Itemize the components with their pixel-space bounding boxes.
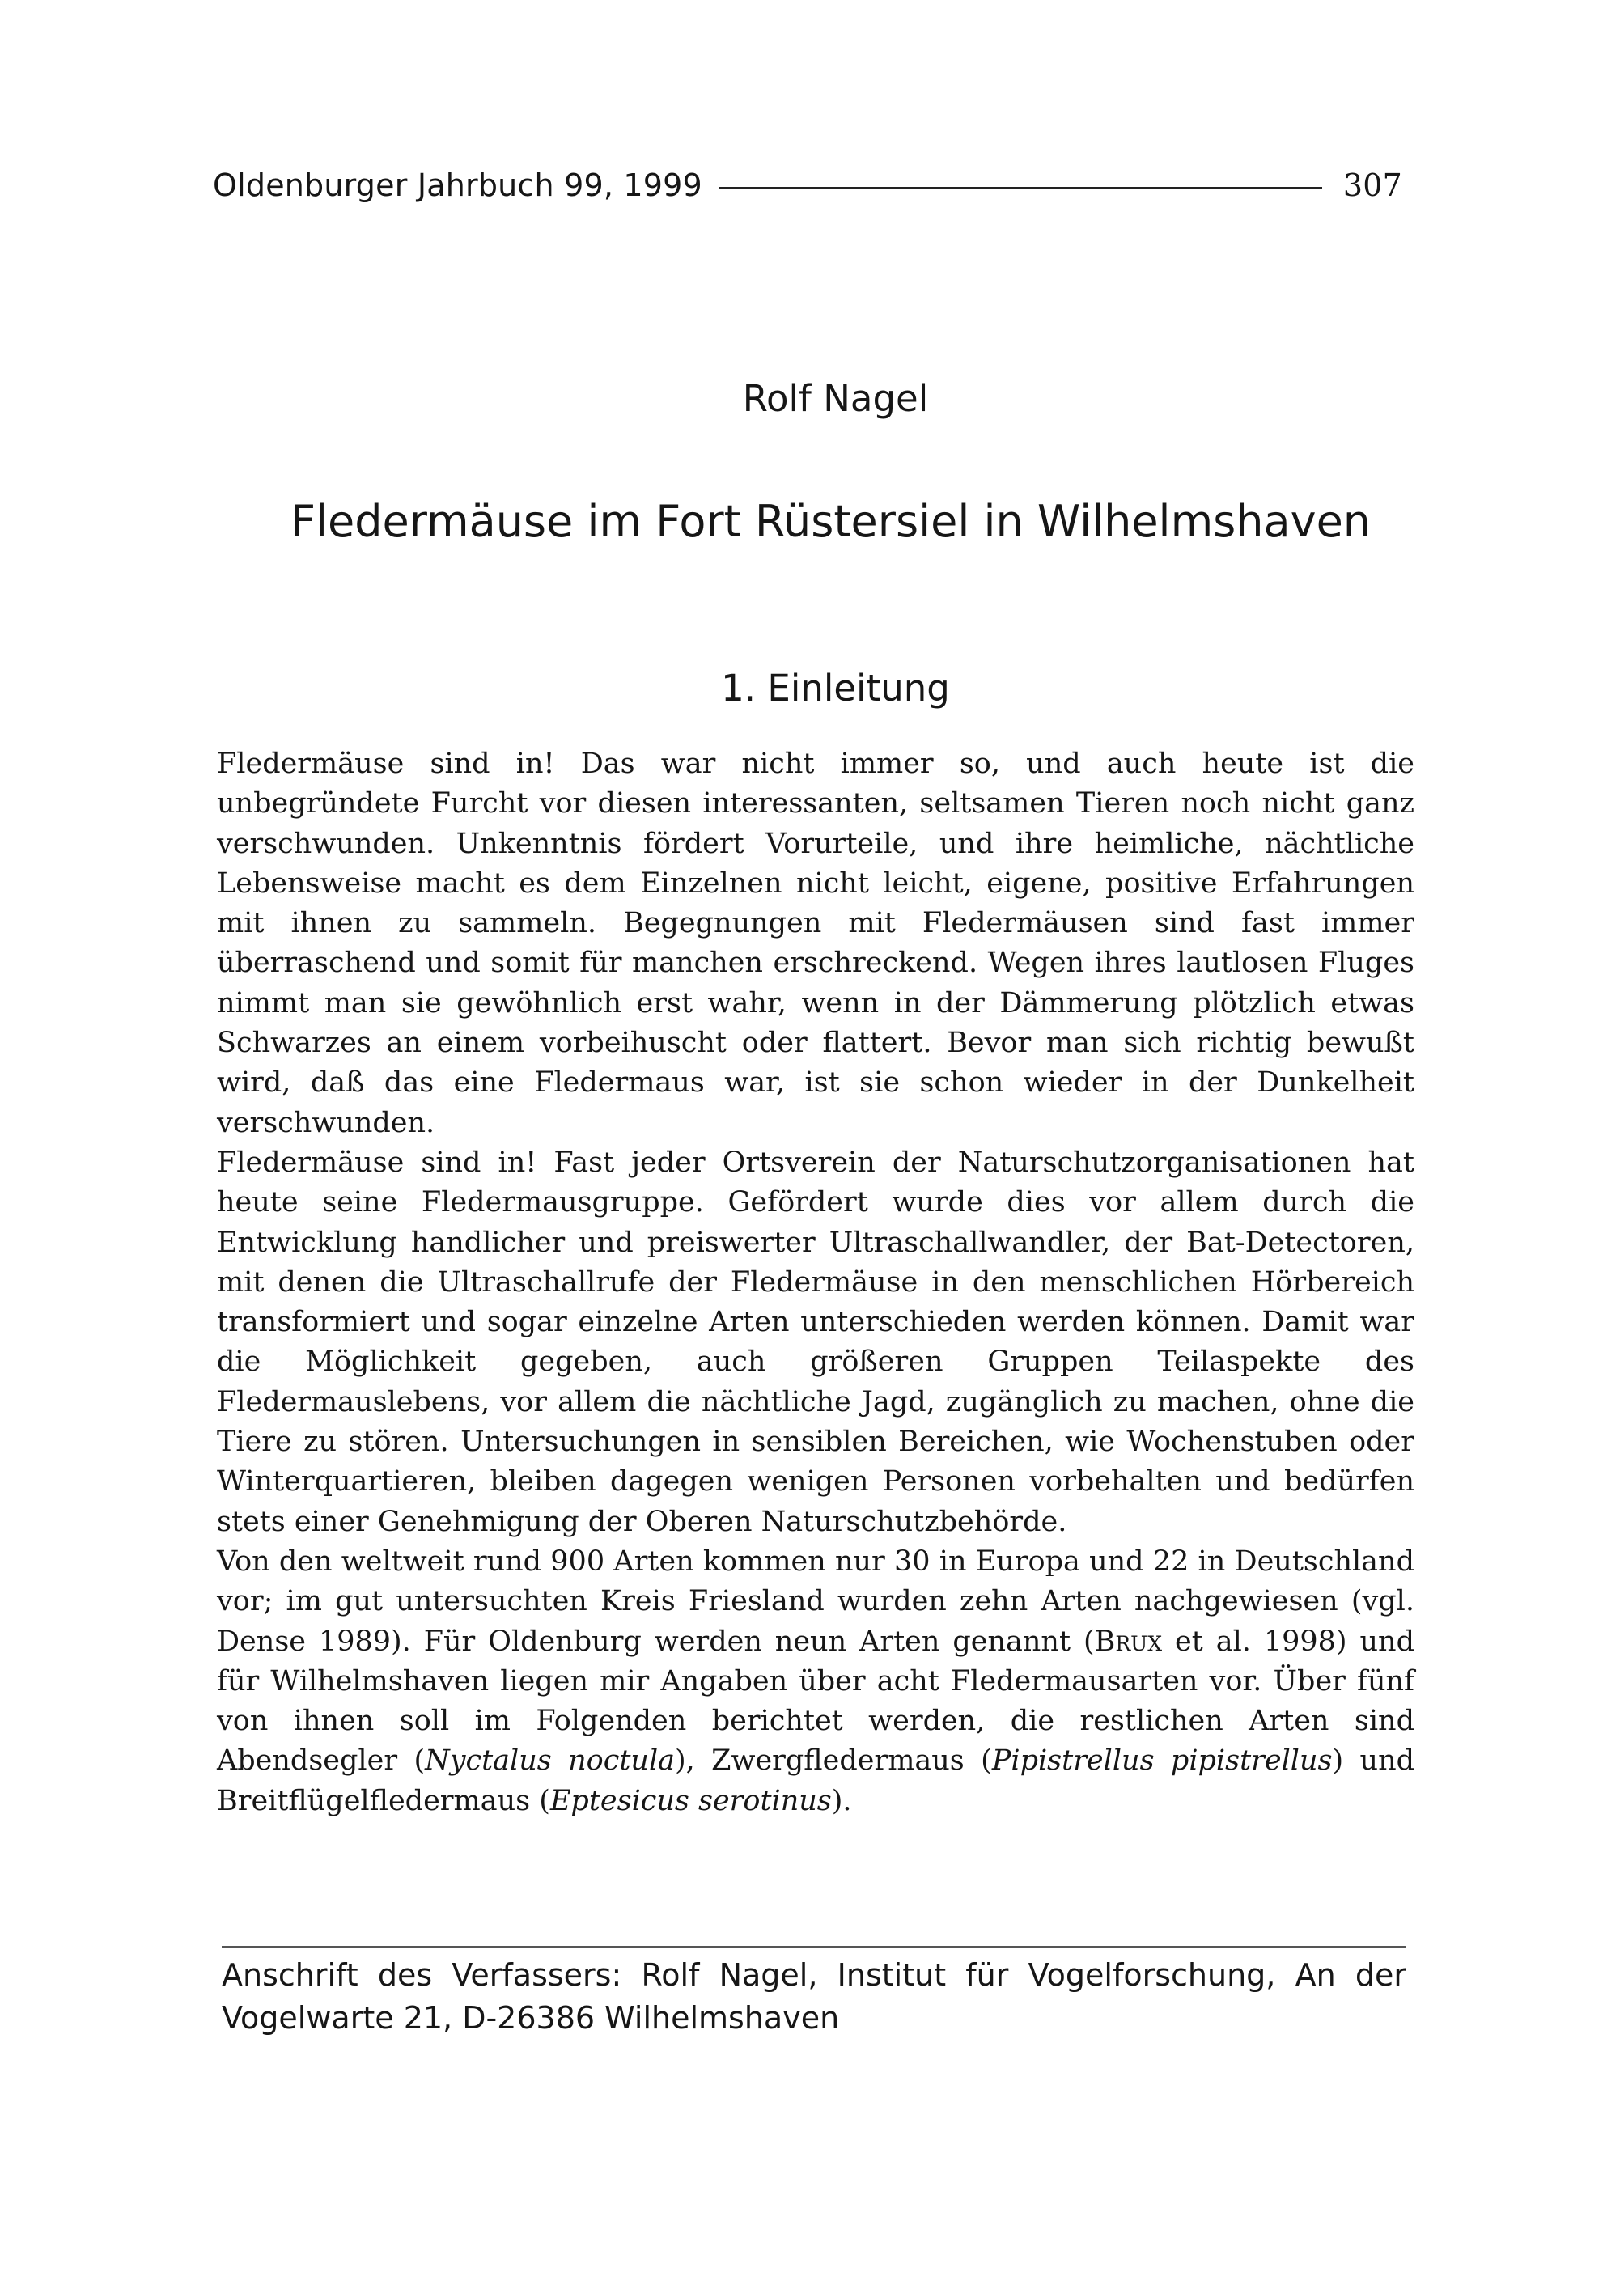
paragraph-3 [217,1542,1414,1821]
article-author: Rolf Nagel [742,377,929,420]
paragraph-1: Fledermäuse sind in! Das war nicht immer so, und auch heute ist die unbegründete Furcht vor diesen interessanten, seltsamen Tieren noch nicht ganz verschwunden. Unkenntnis fördert Vorurteile, und ihre heimliche, nächtliche Lebensweise macht es dem Einzelnen nicht leicht, eigene, positive Erfahrungen mit ihnen zu sammeln. Begegnungen mit Fledermäusen sind fast immer überraschend und somit für manchen erschreckend. Wegen ihres lautlosen Fluges nimmt man sie gewöhnlich erst wahr, wenn in der Dämmerung plötzlich etwas Schwarzes an einem vorbeihuscht oder flattert. Bevor man sich richtig bewußt wird, daß das eine Fledermaus war, ist sie schon wieder in der Dunkelheit verschwunden. [217,748,1414,1139]
footnote-rule [222,1946,1406,1948]
paragraph-3-text: et al. 1998) und für Wilhelmshaven liegen mir Angaben über acht Fledermausarten vor. Über fünf von ihnen soll im Folgenden berichtet werden, die restlichen Arten sind Abendsegler ( [217,1625,1414,1778]
journal-citation: Oldenburger Jahrbuch 99, 1999 [213,167,702,203]
section-heading: 1. Einleitung [721,667,950,710]
article-title: Fledermäuse im Fort Rüstersiel in Wilhelmshaven [290,496,1372,547]
paragraph-3-text: ) und Breitflügelfledermaus ( [217,1744,1415,1817]
paragraph-3-text: ), Zwergfledermaus ( [675,1744,992,1778]
species-name: Pipistrellus pipistrellus [991,1744,1333,1778]
page-number: 307 [1342,167,1402,203]
article-body [217,744,1414,1821]
citation-author: Brux [1094,1625,1163,1658]
running-header [213,164,1402,206]
header-rule [719,187,1322,189]
author-address-footnote: Anschrift des Verfassers: Rolf Nagel, Institut für Vogelforschung, An der Vogelwarte 21, D-26386 Wilhelmshaven [222,1957,1406,2036]
species-name: Nyctalus noctula [425,1744,676,1778]
paragraph-2: Fledermäuse sind in! Fast jeder Ortsverein der Naturschutzorganisationen hat heute seine Fledermausgruppe. Gefördert wurde dies vor allem durch die Entwicklung handlicher und preiswerter Ultraschallwandler, der Bat-Detectoren, mit denen die Ultraschallrufe der Fledermäuse in den menschlichen Hörbereich transformiert und sogar einzelne Arten unterschieden werden können. Damit war die Möglichkeit gegeben, auch größeren Gruppen Teilaspekte des Fledermauslebens, vor allem die nächtliche Jagd, zugänglich zu machen, ohne die Tiere zu stören. Untersuchungen in sensiblen Bereichen, wie Wochenstuben oder Winterquartieren, bleiben dagegen wenigen Personen vorbehalten und bedürfen stets einer Genehmigung der Oberen Naturschutzbehörde. [217,1146,1414,1538]
species-name: Eptesicus serotinus [549,1784,832,1817]
paragraph-3-text: Von den weltweit rund 900 Arten kommen nur 30 in Europa und 22 in Deutschland vor; im gut untersuchten Kreis Friesland wurden zehn Arten nachgewiesen (vgl. Dense 1989). Für Oldenburg werden neun Arten genannt ( [217,1545,1414,1658]
paragraph-3-text: ). [831,1784,852,1817]
